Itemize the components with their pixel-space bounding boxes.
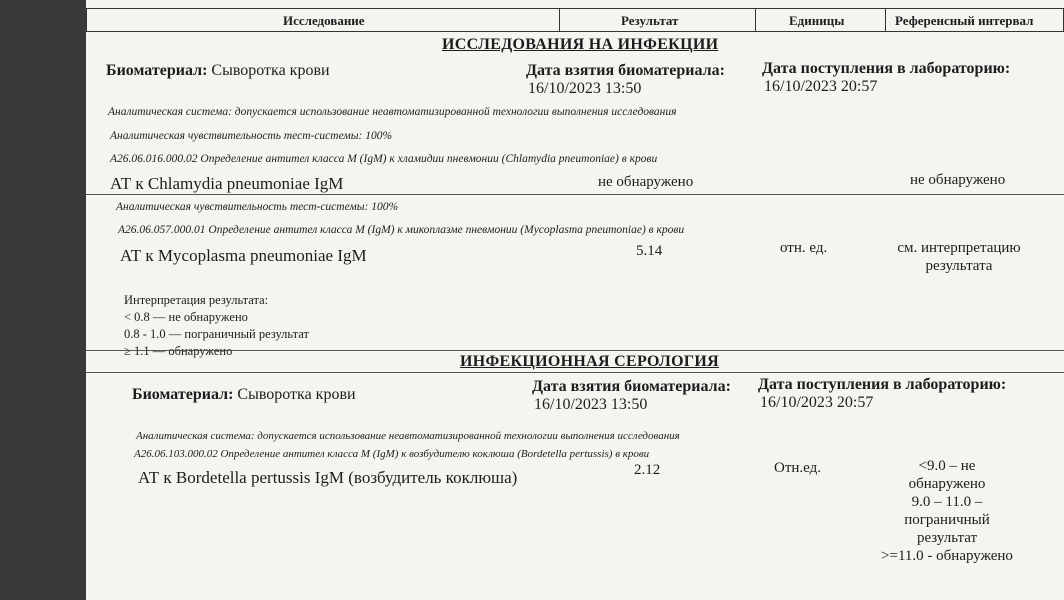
header-divider <box>885 9 886 31</box>
reference-line: результат <box>916 530 978 546</box>
date-taken <box>526 62 725 98</box>
header-divider <box>559 9 560 31</box>
reference-mycoplasma <box>884 239 1034 275</box>
reference-line: обнаружено <box>908 476 986 492</box>
interpretation-title: Интерпретация результата: <box>124 293 269 307</box>
analytic-system: Аналитическая система: допускается использование неавтоматизированной технологии выполнения исследования <box>136 430 680 442</box>
date-received-label: Дата поступления в лабораторию: <box>758 376 1007 393</box>
biomaterial-label: Биоматериал: <box>106 62 208 79</box>
header-divider <box>755 9 756 31</box>
section-divider <box>86 350 1064 351</box>
result-bordetella: 2.12 <box>634 462 661 478</box>
reference-line: 9.0 – 11.0 – <box>911 494 983 510</box>
units-mycoplasma: отн. ед. <box>780 240 828 256</box>
units-bordetella: Отн.ед. <box>774 460 822 476</box>
reference-line: см. интерпретацию <box>897 240 1021 256</box>
sensitivity: Аналитическая чувствительность тест-системы: 100% <box>110 130 393 142</box>
biomaterial-value: Сыворотка крови <box>211 62 330 79</box>
reference-line: пограничный <box>904 512 990 528</box>
lab-report-sheet <box>86 0 1064 600</box>
date-taken-label: Дата взятия биоматериала: <box>526 62 725 79</box>
date-taken-value: 16/10/2023 13:50 <box>534 396 648 413</box>
header-units: Единицы <box>789 13 845 28</box>
test-name-mycoplasma: АТ к Mycoplasma pneumoniae IgM <box>120 246 367 265</box>
date-received <box>762 60 1010 96</box>
date-received-value: 16/10/2023 20:57 <box>764 78 878 95</box>
header-result: Результат <box>621 13 679 28</box>
table-header <box>86 8 1064 32</box>
reference-line: <9.0 – не <box>918 458 976 474</box>
test-name-bordetella: АТ к Bordetella pertussis IgM (возбудитель коклюша) <box>138 468 518 487</box>
biomaterial <box>106 62 330 80</box>
sensitivity: Аналитическая чувствительность тест-системы: 100% <box>116 201 399 213</box>
reference-line: >=11.0 - обнаружено <box>881 548 1013 564</box>
biomaterial-label: Биоматериал: <box>132 386 234 403</box>
interpretation-line: ≥ 1.1 — обнаружено <box>124 344 233 358</box>
header-study: Исследование <box>283 13 365 28</box>
section-title-serology: ИНФЕКЦИОННАЯ СЕРОЛОГИЯ <box>460 353 719 370</box>
date-received-label: Дата поступления в лабораторию: <box>762 60 1011 77</box>
test-code: A26.06.103.000.02 Определение антител класса M (IgM) к возбудителю коклюша (Bordetella pertussis) в крови <box>134 448 650 460</box>
interpretation-line: < 0.8 — не обнаружено <box>124 310 248 324</box>
date-received-value: 16/10/2023 20:57 <box>760 394 874 411</box>
biomaterial <box>132 386 356 404</box>
result-chlamydia: не обнаружено <box>598 174 694 190</box>
test-name-chlamydia: АТ к Chlamydia pneumoniae IgM <box>110 174 344 193</box>
reference-line: результата <box>925 258 993 274</box>
interpretation-line: 0.8 - 1.0 — пограничный результат <box>124 327 309 341</box>
section-title-infections: ИССЛЕДОВАНИЯ НА ИНФЕКЦИИ <box>442 36 719 53</box>
date-received <box>758 376 1006 412</box>
test-code: A26.06.057.000.01 Определение антител класса M (IgM) к микоплазме пневмонии (Mycoplasma pneumoniae) в крови <box>118 224 685 236</box>
row-divider <box>86 194 1064 195</box>
section-divider <box>86 372 1064 373</box>
result-mycoplasma: 5.14 <box>636 243 663 259</box>
biomaterial-value: Сыворотка крови <box>237 386 356 403</box>
reference-bordetella <box>866 457 1028 565</box>
date-taken <box>532 378 731 414</box>
test-code: A26.06.016.000.02 Определение антител класса M (IgM) к хламидии пневмонии (Chlamydia pneumoniae) в крови <box>110 153 658 165</box>
date-taken-label: Дата взятия биоматериала: <box>532 378 731 395</box>
date-taken-value: 16/10/2023 13:50 <box>528 80 642 97</box>
reference-chlamydia: не обнаружено <box>910 172 1006 188</box>
analytic-system: Аналитическая система: допускается использование неавтоматизированной технологии выполнения исследования <box>108 106 677 118</box>
header-reference: Референсный интервал <box>895 13 1034 28</box>
